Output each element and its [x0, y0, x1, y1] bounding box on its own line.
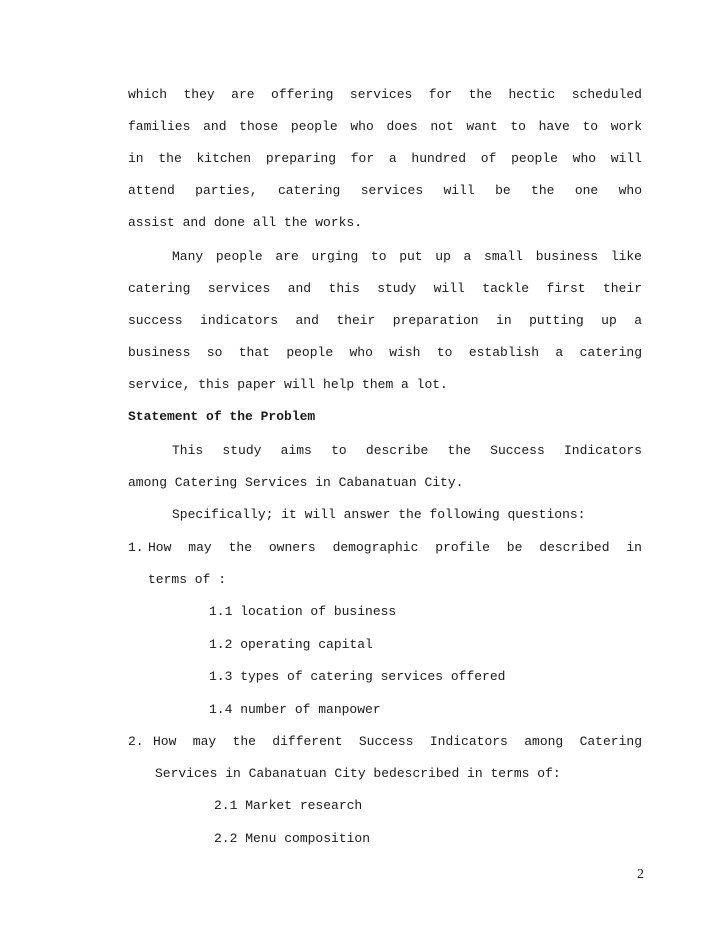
paragraph-line: among Catering Services in Cabanatuan City.: [128, 475, 464, 490]
sub-item: 2.2 Menu composition: [214, 831, 371, 846]
paragraph-line: assist and done all the works.: [128, 215, 363, 230]
paragraph-line: success indicators and their preparation in putting up a: [128, 313, 642, 328]
paragraph-line: families and those people who does not want to have to work: [128, 119, 642, 134]
list-item-text: How may the owners demographic profile be described in: [148, 540, 642, 555]
sub-item: 2.1 Market research: [214, 798, 363, 813]
section-heading: Statement of the Problem: [128, 409, 316, 424]
page-number: 2: [637, 867, 644, 882]
sub-item: 1.2 operating capital: [209, 637, 373, 652]
list-item-text: How may the different Success Indicators among Catering: [153, 734, 642, 749]
sub-item: 1.4 number of manpower: [209, 702, 381, 717]
paragraph-line: Specifically; it will answer the following questions:: [172, 507, 586, 522]
sub-item: 1.3 types of catering services offered: [209, 669, 506, 684]
paragraph-line: catering services and this study will tackle first their: [128, 281, 642, 296]
paragraph-line: which they are offering services for the hectic scheduled: [128, 87, 642, 102]
paragraph-line: in the kitchen preparing for a hundred of people who will: [128, 151, 642, 166]
paragraph-line: Many people are urging to put up a small business like: [172, 249, 642, 264]
paragraph-line: attend parties, catering services will be the one who: [128, 183, 642, 198]
list-number: 1.: [128, 540, 144, 555]
list-item-text: terms of :: [148, 572, 227, 587]
sub-item: 1.1 location of business: [209, 604, 397, 619]
paragraph-line: business so that people who wish to establish a catering: [128, 345, 642, 360]
paragraph-line: This study aims to describe the Success Indicators: [172, 443, 642, 458]
list-number: 2.: [128, 734, 144, 749]
list-item-text: Services in Cabanatuan City bedescribed in terms of:: [155, 766, 561, 781]
paragraph-line: service, this paper will help them a lot.: [128, 377, 448, 392]
